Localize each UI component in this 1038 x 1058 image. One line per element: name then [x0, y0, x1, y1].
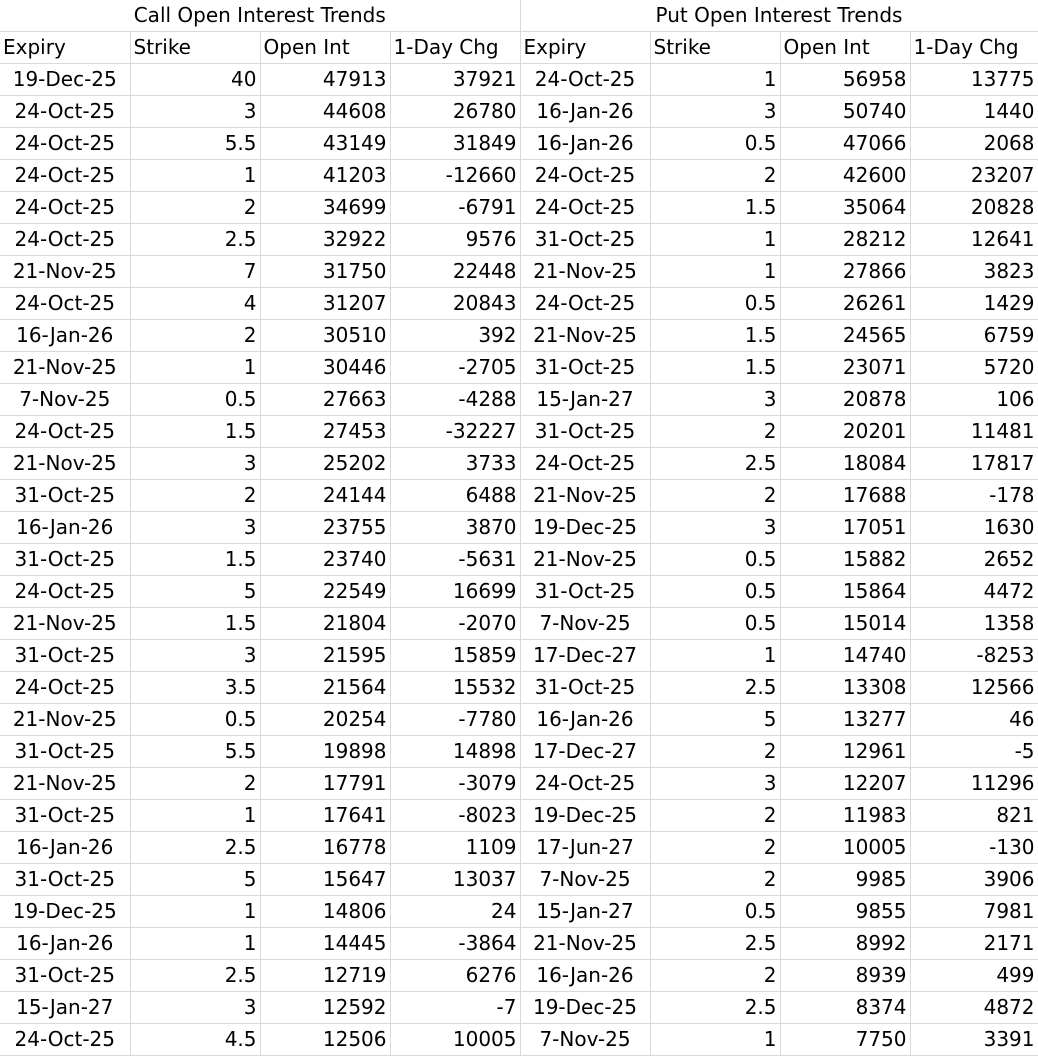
call-strike-cell[interactable]: 5.5 — [130, 128, 260, 160]
table-row — [0, 576, 1038, 608]
put-open-int-cell[interactable]: 10005 — [780, 832, 910, 864]
call-expiry-cell[interactable]: 24-Oct-25 — [0, 128, 130, 160]
call-open-int-cell[interactable]: 23740 — [260, 544, 390, 576]
call-expiry-cell[interactable]: 21-Nov-25 — [0, 448, 130, 480]
table-row — [0, 896, 1038, 928]
put-day-chg-cell[interactable]: 499 — [910, 960, 1038, 992]
call-expiry-cell[interactable]: 21-Nov-25 — [0, 768, 130, 800]
table-row — [0, 512, 1038, 544]
call-strike-cell[interactable]: 3 — [130, 992, 260, 1024]
call-day-chg-header[interactable]: 1-Day Chg — [390, 32, 520, 64]
table-row — [0, 928, 1038, 960]
put-open-int-cell[interactable]: 8992 — [780, 928, 910, 960]
call-strike-cell[interactable]: 2 — [130, 768, 260, 800]
call-day-chg-cell[interactable]: 26780 — [390, 96, 520, 128]
put-day-chg-cell[interactable]: 6759 — [910, 320, 1038, 352]
call-strike-cell[interactable]: 1 — [130, 928, 260, 960]
put-day-chg-cell[interactable]: -130 — [910, 832, 1038, 864]
put-expiry-cell[interactable]: 17-Dec-27 — [520, 736, 650, 768]
put-open-int-header[interactable]: Open Int — [780, 32, 910, 64]
call-day-chg-cell[interactable]: 6488 — [390, 480, 520, 512]
put-expiry-cell[interactable]: 24-Oct-25 — [520, 160, 650, 192]
call-expiry-cell[interactable]: 15-Jan-27 — [0, 992, 130, 1024]
table-row — [0, 160, 1038, 192]
put-day-chg-cell[interactable]: 12641 — [910, 224, 1038, 256]
call-strike-cell[interactable]: 3 — [130, 448, 260, 480]
put-expiry-cell[interactable]: 21-Nov-25 — [520, 256, 650, 288]
put-open-int-cell[interactable]: 9855 — [780, 896, 910, 928]
call-strike-cell[interactable]: 2 — [130, 192, 260, 224]
call-expiry-cell[interactable]: 24-Oct-25 — [0, 416, 130, 448]
call-strike-cell[interactable]: 2 — [130, 480, 260, 512]
call-open-int-cell[interactable]: 17641 — [260, 800, 390, 832]
put-expiry-cell[interactable]: 7-Nov-25 — [520, 864, 650, 896]
call-day-chg-cell[interactable]: -7 — [390, 992, 520, 1024]
put-open-int-cell[interactable]: 27866 — [780, 256, 910, 288]
call-day-chg-cell[interactable]: 9576 — [390, 224, 520, 256]
put-expiry-cell[interactable]: 24-Oct-25 — [520, 288, 650, 320]
put-day-chg-cell[interactable]: 1358 — [910, 608, 1038, 640]
call-strike-cell[interactable]: 40 — [130, 64, 260, 96]
call-expiry-cell[interactable]: 7-Nov-25 — [0, 384, 130, 416]
call-expiry-cell[interactable]: 31-Oct-25 — [0, 960, 130, 992]
call-expiry-cell[interactable]: 24-Oct-25 — [0, 288, 130, 320]
call-open-int-cell[interactable]: 16778 — [260, 832, 390, 864]
put-strike-cell[interactable]: 1 — [650, 224, 780, 256]
call-open-int-cell[interactable]: 25202 — [260, 448, 390, 480]
table-row — [0, 768, 1038, 800]
put-strike-header[interactable]: Strike — [650, 32, 780, 64]
put-day-chg-cell[interactable]: 20828 — [910, 192, 1038, 224]
call-open-int-cell[interactable]: 34699 — [260, 192, 390, 224]
call-strike-cell[interactable]: 1 — [130, 352, 260, 384]
put-day-chg-header[interactable]: 1-Day Chg — [910, 32, 1038, 64]
put-strike-cell[interactable]: 2 — [650, 480, 780, 512]
call-day-chg-cell[interactable]: 3870 — [390, 512, 520, 544]
put-strike-cell[interactable]: 0.5 — [650, 288, 780, 320]
call-expiry-cell[interactable]: 21-Nov-25 — [0, 704, 130, 736]
call-strike-cell[interactable]: 3 — [130, 512, 260, 544]
put-day-chg-cell[interactable]: 46 — [910, 704, 1038, 736]
put-expiry-cell[interactable]: 17-Dec-27 — [520, 640, 650, 672]
put-open-int-cell[interactable]: 15864 — [780, 576, 910, 608]
call-open-int-cell[interactable]: 12592 — [260, 992, 390, 1024]
call-day-chg-cell[interactable]: 16699 — [390, 576, 520, 608]
put-open-int-cell[interactable]: 24565 — [780, 320, 910, 352]
put-open-int-cell[interactable]: 18084 — [780, 448, 910, 480]
call-strike-cell[interactable]: 0.5 — [130, 704, 260, 736]
call-open-int-cell[interactable]: 15647 — [260, 864, 390, 896]
call-day-chg-cell[interactable]: 15859 — [390, 640, 520, 672]
put-day-chg-cell[interactable]: 7981 — [910, 896, 1038, 928]
put-day-chg-cell[interactable]: 3391 — [910, 1024, 1038, 1056]
put-strike-cell[interactable]: 2 — [650, 864, 780, 896]
call-expiry-cell[interactable]: 21-Nov-25 — [0, 352, 130, 384]
put-expiry-cell[interactable]: 16-Jan-26 — [520, 960, 650, 992]
put-expiry-cell[interactable]: 24-Oct-25 — [520, 64, 650, 96]
put-open-int-cell[interactable]: 50740 — [780, 96, 910, 128]
table-row — [0, 224, 1038, 256]
put-expiry-cell[interactable]: 15-Jan-27 — [520, 384, 650, 416]
call-strike-cell[interactable]: 1 — [130, 800, 260, 832]
call-open-int-header[interactable]: Open Int — [260, 32, 390, 64]
call-open-int-cell[interactable]: 12506 — [260, 1024, 390, 1056]
put-open-int-cell[interactable]: 13277 — [780, 704, 910, 736]
table-row — [0, 608, 1038, 640]
table-row — [0, 64, 1038, 96]
call-strike-cell[interactable]: 1 — [130, 160, 260, 192]
put-strike-cell[interactable]: 1 — [650, 64, 780, 96]
put-strike-cell[interactable]: 3 — [650, 768, 780, 800]
call-day-chg-cell[interactable]: -2070 — [390, 608, 520, 640]
call-expiry-cell[interactable]: 16-Jan-26 — [0, 320, 130, 352]
put-open-int-cell[interactable]: 47066 — [780, 128, 910, 160]
put-expiry-header[interactable]: Expiry — [520, 32, 650, 64]
call-day-chg-cell[interactable]: -5631 — [390, 544, 520, 576]
put-expiry-cell[interactable]: 24-Oct-25 — [520, 448, 650, 480]
put-open-int-cell[interactable]: 23071 — [780, 352, 910, 384]
call-strike-cell[interactable]: 1.5 — [130, 416, 260, 448]
call-strike-cell[interactable]: 3.5 — [130, 672, 260, 704]
call-day-chg-cell[interactable]: 10005 — [390, 1024, 520, 1056]
put-strike-cell[interactable]: 2.5 — [650, 928, 780, 960]
put-strike-cell[interactable]: 1.5 — [650, 352, 780, 384]
put-day-chg-cell[interactable]: 2171 — [910, 928, 1038, 960]
put-open-int-cell[interactable]: 20878 — [780, 384, 910, 416]
put-open-int-cell[interactable]: 35064 — [780, 192, 910, 224]
put-open-int-cell[interactable]: 12961 — [780, 736, 910, 768]
call-expiry-cell[interactable]: 31-Oct-25 — [0, 736, 130, 768]
put-day-chg-cell[interactable]: 4872 — [910, 992, 1038, 1024]
put-expiry-cell[interactable]: 21-Nov-25 — [520, 320, 650, 352]
call-strike-header[interactable]: Strike — [130, 32, 260, 64]
table-row — [0, 1024, 1038, 1056]
call-expiry-cell[interactable]: 24-Oct-25 — [0, 576, 130, 608]
put-open-int-cell[interactable]: 8374 — [780, 992, 910, 1024]
put-strike-cell[interactable]: 5 — [650, 704, 780, 736]
put-day-chg-cell[interactable]: 23207 — [910, 160, 1038, 192]
call-open-int-cell[interactable]: 32922 — [260, 224, 390, 256]
call-expiry-cell[interactable]: 19-Dec-25 — [0, 64, 130, 96]
table-row — [0, 448, 1038, 480]
put-expiry-cell[interactable]: 16-Jan-26 — [520, 128, 650, 160]
table-row — [0, 544, 1038, 576]
table-row — [0, 960, 1038, 992]
put-expiry-cell[interactable]: 21-Nov-25 — [520, 928, 650, 960]
call-day-chg-cell[interactable]: -7780 — [390, 704, 520, 736]
call-expiry-cell[interactable]: 24-Oct-25 — [0, 160, 130, 192]
call-day-chg-cell[interactable]: 392 — [390, 320, 520, 352]
call-open-int-cell[interactable]: 21595 — [260, 640, 390, 672]
put-expiry-cell[interactable]: 31-Oct-25 — [520, 576, 650, 608]
put-day-chg-cell[interactable]: 1429 — [910, 288, 1038, 320]
put-expiry-cell[interactable]: 19-Dec-25 — [520, 800, 650, 832]
call-strike-cell[interactable]: 4.5 — [130, 1024, 260, 1056]
call-open-int-cell[interactable]: 31750 — [260, 256, 390, 288]
put-strike-cell[interactable]: 1.5 — [650, 192, 780, 224]
call-strike-cell[interactable]: 0.5 — [130, 384, 260, 416]
call-day-chg-cell[interactable]: -3079 — [390, 768, 520, 800]
put-open-int-cell[interactable]: 26261 — [780, 288, 910, 320]
call-open-int-cell[interactable]: 31207 — [260, 288, 390, 320]
put-expiry-cell[interactable]: 31-Oct-25 — [520, 224, 650, 256]
put-day-chg-cell[interactable]: 821 — [910, 800, 1038, 832]
call-strike-cell[interactable]: 1.5 — [130, 544, 260, 576]
call-open-int-cell[interactable]: 47913 — [260, 64, 390, 96]
call-open-int-cell[interactable]: 14445 — [260, 928, 390, 960]
put-open-int-cell[interactable]: 13308 — [780, 672, 910, 704]
put-strike-cell[interactable]: 1 — [650, 256, 780, 288]
call-expiry-cell[interactable]: 24-Oct-25 — [0, 1024, 130, 1056]
put-day-chg-cell[interactable]: 3906 — [910, 864, 1038, 896]
call-expiry-cell[interactable]: 21-Nov-25 — [0, 256, 130, 288]
call-strike-cell[interactable]: 1.5 — [130, 608, 260, 640]
table-row — [0, 480, 1038, 512]
put-open-int-cell[interactable]: 42600 — [780, 160, 910, 192]
table-row — [0, 800, 1038, 832]
put-expiry-cell[interactable]: 7-Nov-25 — [520, 1024, 650, 1056]
call-open-int-cell[interactable]: 21804 — [260, 608, 390, 640]
call-day-chg-cell[interactable]: 24 — [390, 896, 520, 928]
put-open-int-cell[interactable]: 17688 — [780, 480, 910, 512]
call-day-chg-cell[interactable]: -6791 — [390, 192, 520, 224]
call-strike-cell[interactable]: 2.5 — [130, 832, 260, 864]
call-expiry-cell[interactable]: 24-Oct-25 — [0, 224, 130, 256]
put-day-chg-cell[interactable]: 11296 — [910, 768, 1038, 800]
call-strike-cell[interactable]: 7 — [130, 256, 260, 288]
put-strike-cell[interactable]: 0.5 — [650, 576, 780, 608]
put-day-chg-cell[interactable]: 3823 — [910, 256, 1038, 288]
put-day-chg-cell[interactable]: 2652 — [910, 544, 1038, 576]
put-expiry-cell[interactable]: 7-Nov-25 — [520, 608, 650, 640]
call-expiry-header[interactable]: Expiry — [0, 32, 130, 64]
put-expiry-cell[interactable]: 19-Dec-25 — [520, 992, 650, 1024]
put-strike-cell[interactable]: 2 — [650, 416, 780, 448]
call-expiry-cell[interactable]: 31-Oct-25 — [0, 480, 130, 512]
call-expiry-cell[interactable]: 31-Oct-25 — [0, 544, 130, 576]
call-strike-cell[interactable]: 5.5 — [130, 736, 260, 768]
call-day-chg-cell[interactable]: -2705 — [390, 352, 520, 384]
put-open-int-cell[interactable]: 20201 — [780, 416, 910, 448]
put-open-int-cell[interactable]: 9985 — [780, 864, 910, 896]
call-expiry-cell[interactable]: 24-Oct-25 — [0, 672, 130, 704]
put-expiry-cell[interactable]: 15-Jan-27 — [520, 896, 650, 928]
put-strike-cell[interactable]: 2.5 — [650, 448, 780, 480]
put-strike-cell[interactable]: 2 — [650, 800, 780, 832]
call-open-int-cell[interactable]: 24144 — [260, 480, 390, 512]
put-expiry-cell[interactable]: 24-Oct-25 — [520, 192, 650, 224]
call-day-chg-cell[interactable]: 13037 — [390, 864, 520, 896]
call-strike-cell[interactable]: 3 — [130, 96, 260, 128]
table-row — [0, 864, 1038, 896]
put-expiry-cell[interactable]: 31-Oct-25 — [520, 352, 650, 384]
call-expiry-cell[interactable]: 16-Jan-26 — [0, 832, 130, 864]
call-day-chg-cell[interactable]: 22448 — [390, 256, 520, 288]
call-open-int-cell[interactable]: 20254 — [260, 704, 390, 736]
call-open-int-cell[interactable]: 19898 — [260, 736, 390, 768]
put-strike-cell[interactable]: 2 — [650, 960, 780, 992]
put-strike-cell[interactable]: 2.5 — [650, 672, 780, 704]
call-day-chg-cell[interactable]: -3864 — [390, 928, 520, 960]
put-day-chg-cell[interactable]: 2068 — [910, 128, 1038, 160]
call-open-int-cell[interactable]: 14806 — [260, 896, 390, 928]
table-row — [0, 384, 1038, 416]
put-day-chg-cell[interactable]: 17817 — [910, 448, 1038, 480]
call-section-title[interactable]: Call Open Interest Trends — [0, 0, 520, 32]
call-day-chg-cell[interactable]: 31849 — [390, 128, 520, 160]
put-strike-cell[interactable]: 0.5 — [650, 896, 780, 928]
call-expiry-cell[interactable]: 31-Oct-25 — [0, 640, 130, 672]
call-expiry-cell[interactable]: 24-Oct-25 — [0, 192, 130, 224]
put-open-int-cell[interactable]: 28212 — [780, 224, 910, 256]
call-open-int-cell[interactable]: 17791 — [260, 768, 390, 800]
table-row — [0, 736, 1038, 768]
put-open-int-cell[interactable]: 7750 — [780, 1024, 910, 1056]
put-strike-cell[interactable]: 1 — [650, 1024, 780, 1056]
put-expiry-cell[interactable]: 31-Oct-25 — [520, 416, 650, 448]
put-strike-cell[interactable]: 2.5 — [650, 992, 780, 1024]
put-day-chg-cell[interactable]: 106 — [910, 384, 1038, 416]
call-day-chg-cell[interactable]: 15532 — [390, 672, 520, 704]
put-day-chg-cell[interactable]: 13775 — [910, 64, 1038, 96]
put-open-int-cell[interactable]: 12207 — [780, 768, 910, 800]
put-open-int-cell[interactable]: 56958 — [780, 64, 910, 96]
header-row — [0, 32, 1038, 64]
call-expiry-cell[interactable]: 31-Oct-25 — [0, 800, 130, 832]
put-day-chg-cell[interactable]: 4472 — [910, 576, 1038, 608]
table-row — [0, 832, 1038, 864]
table-row — [0, 192, 1038, 224]
put-strike-cell[interactable]: 0.5 — [650, 544, 780, 576]
call-strike-cell[interactable]: 3 — [130, 640, 260, 672]
put-expiry-cell[interactable]: 17-Jun-27 — [520, 832, 650, 864]
put-strike-cell[interactable]: 3 — [650, 96, 780, 128]
call-open-int-cell[interactable]: 41203 — [260, 160, 390, 192]
call-day-chg-cell[interactable]: 37921 — [390, 64, 520, 96]
call-day-chg-cell[interactable]: -4288 — [390, 384, 520, 416]
call-day-chg-cell[interactable]: 3733 — [390, 448, 520, 480]
call-strike-cell[interactable]: 2.5 — [130, 224, 260, 256]
put-expiry-cell[interactable]: 16-Jan-26 — [520, 704, 650, 736]
call-day-chg-cell[interactable]: 6276 — [390, 960, 520, 992]
call-expiry-cell[interactable]: 16-Jan-26 — [0, 928, 130, 960]
call-strike-cell[interactable]: 1 — [130, 896, 260, 928]
call-strike-cell[interactable]: 5 — [130, 576, 260, 608]
put-strike-cell[interactable]: 2 — [650, 736, 780, 768]
call-expiry-cell[interactable]: 19-Dec-25 — [0, 896, 130, 928]
put-section-title[interactable]: Put Open Interest Trends — [520, 0, 1038, 32]
table-row — [0, 288, 1038, 320]
table-row — [0, 352, 1038, 384]
put-open-int-cell[interactable]: 14740 — [780, 640, 910, 672]
put-day-chg-cell[interactable]: -178 — [910, 480, 1038, 512]
call-open-int-cell[interactable]: 27453 — [260, 416, 390, 448]
put-expiry-cell[interactable]: 21-Nov-25 — [520, 480, 650, 512]
put-day-chg-cell[interactable]: 1630 — [910, 512, 1038, 544]
table-row — [0, 992, 1038, 1024]
put-strike-cell[interactable]: 3 — [650, 512, 780, 544]
put-strike-cell[interactable]: 1.5 — [650, 320, 780, 352]
call-day-chg-cell[interactable]: -12660 — [390, 160, 520, 192]
put-expiry-cell[interactable]: 16-Jan-26 — [520, 96, 650, 128]
call-expiry-cell[interactable]: 24-Oct-25 — [0, 96, 130, 128]
put-day-chg-cell[interactable]: -8253 — [910, 640, 1038, 672]
put-expiry-cell[interactable]: 24-Oct-25 — [520, 768, 650, 800]
put-strike-cell[interactable]: 2 — [650, 832, 780, 864]
put-strike-cell[interactable]: 2 — [650, 160, 780, 192]
call-expiry-cell[interactable]: 31-Oct-25 — [0, 864, 130, 896]
call-expiry-cell[interactable]: 21-Nov-25 — [0, 608, 130, 640]
call-day-chg-cell[interactable]: 1109 — [390, 832, 520, 864]
call-open-int-cell[interactable]: 22549 — [260, 576, 390, 608]
call-open-int-cell[interactable]: 21564 — [260, 672, 390, 704]
call-strike-cell[interactable]: 5 — [130, 864, 260, 896]
table-row — [0, 416, 1038, 448]
call-day-chg-cell[interactable]: 14898 — [390, 736, 520, 768]
put-day-chg-cell[interactable]: -5 — [910, 736, 1038, 768]
table-row — [0, 256, 1038, 288]
title-row — [0, 0, 1038, 32]
table-row — [0, 320, 1038, 352]
put-day-chg-cell[interactable]: 12566 — [910, 672, 1038, 704]
put-strike-cell[interactable]: 0.5 — [650, 128, 780, 160]
put-open-int-cell[interactable]: 15882 — [780, 544, 910, 576]
call-open-int-cell[interactable]: 44608 — [260, 96, 390, 128]
call-strike-cell[interactable]: 4 — [130, 288, 260, 320]
call-day-chg-cell[interactable]: -32227 — [390, 416, 520, 448]
call-day-chg-cell[interactable]: 20843 — [390, 288, 520, 320]
call-open-int-cell[interactable]: 23755 — [260, 512, 390, 544]
table-row — [0, 640, 1038, 672]
table-row — [0, 96, 1038, 128]
call-strike-cell[interactable]: 2.5 — [130, 960, 260, 992]
call-open-int-cell[interactable]: 30446 — [260, 352, 390, 384]
call-day-chg-cell[interactable]: -8023 — [390, 800, 520, 832]
put-expiry-cell[interactable]: 21-Nov-25 — [520, 544, 650, 576]
call-open-int-cell[interactable]: 27663 — [260, 384, 390, 416]
table-row — [0, 128, 1038, 160]
put-expiry-cell[interactable]: 31-Oct-25 — [520, 672, 650, 704]
put-open-int-cell[interactable]: 15014 — [780, 608, 910, 640]
put-strike-cell[interactable]: 1 — [650, 640, 780, 672]
put-strike-cell[interactable]: 3 — [650, 384, 780, 416]
put-open-int-cell[interactable]: 17051 — [780, 512, 910, 544]
table-row — [0, 704, 1038, 736]
call-strike-cell[interactable]: 2 — [130, 320, 260, 352]
call-expiry-cell[interactable]: 16-Jan-26 — [0, 512, 130, 544]
put-strike-cell[interactable]: 0.5 — [650, 608, 780, 640]
put-day-chg-cell[interactable]: 1440 — [910, 96, 1038, 128]
table-row — [0, 672, 1038, 704]
call-open-int-cell[interactable]: 43149 — [260, 128, 390, 160]
put-day-chg-cell[interactable]: 5720 — [910, 352, 1038, 384]
call-open-int-cell[interactable]: 12719 — [260, 960, 390, 992]
put-open-int-cell[interactable]: 11983 — [780, 800, 910, 832]
put-day-chg-cell[interactable]: 11481 — [910, 416, 1038, 448]
put-expiry-cell[interactable]: 19-Dec-25 — [520, 512, 650, 544]
call-open-int-cell[interactable]: 30510 — [260, 320, 390, 352]
put-open-int-cell[interactable]: 8939 — [780, 960, 910, 992]
